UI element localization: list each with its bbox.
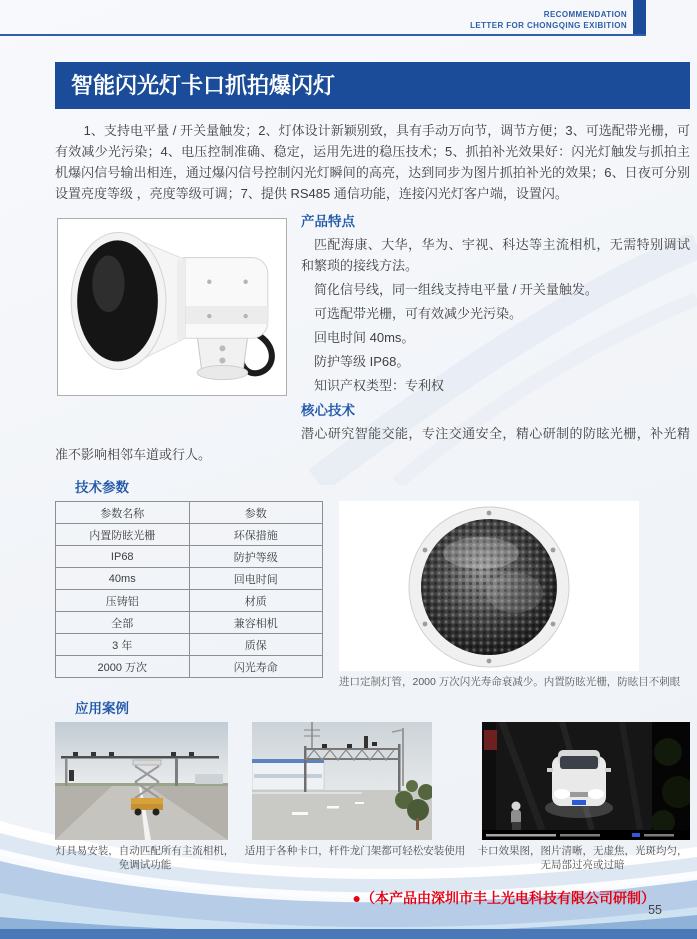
product-photo — [57, 218, 287, 396]
table-row — [56, 656, 323, 678]
road-install-illustration — [55, 722, 228, 840]
cases-photos — [55, 722, 690, 840]
feature-item: 匹配海康、大华，华为、宇视、科达等主流相机，无需特别调试和繁琐的接线方法。 — [301, 237, 690, 273]
lens-caption: 进口定制灯管，2000 万次闪光寿命衰减少。内置防眩光栅，防眩目不刺眼 — [339, 676, 681, 688]
table-cell: 质保 — [189, 634, 323, 656]
night-capture-illustration — [482, 722, 690, 840]
corner-accent-bar — [633, 0, 646, 34]
feature-item: 可选配带光栅，可有效减少光污染。 — [314, 306, 523, 321]
table-cell: 回电时间 — [189, 568, 323, 590]
table-cell: 兼容相机 — [189, 612, 323, 634]
table-cell: 材质 — [189, 590, 323, 612]
feature-item: 知识产权类型：专利权 — [314, 378, 445, 393]
feature-item: 防护等级 IP68。 — [314, 354, 410, 369]
case-caption: 灯具易安装，自动匹配所有主流相机，免调试功能 — [55, 845, 235, 871]
lens-photo — [339, 501, 639, 671]
table-row — [56, 546, 323, 568]
core-tech-heading: 核心技术 — [301, 403, 355, 418]
features-heading: 产品特点 — [301, 214, 355, 229]
page-title: 智能闪光灯卡口抓拍爆闪灯 — [55, 62, 690, 109]
table-header-row — [56, 502, 323, 524]
header-rule — [0, 34, 646, 36]
footer-note: ●（本产品由深圳市丰上光电科技有限公司研制） — [352, 890, 655, 906]
header-note-line1: RECOMMENDATION — [543, 10, 627, 19]
table-header-cell: 参数名称 — [56, 502, 190, 524]
table-row — [56, 524, 323, 546]
table-row — [56, 612, 323, 634]
case-caption: 卡口效果图，图片清晰，无虚焦，光斑均匀，无局部过亮或过暗 — [477, 845, 688, 871]
feature-item: 回电时间 40ms。 — [314, 330, 415, 345]
cases-captions — [55, 844, 690, 872]
case-caption: 适用于各种卡口，杆件龙门架都可轻松安装使用 — [244, 845, 466, 857]
cases-heading: 应用案例 — [75, 701, 129, 716]
table-cell: 闪光寿命 — [189, 656, 323, 678]
intro-paragraph: 1、支持电平量 / 开关量触发；2、灯体设计新颖别致，具有手动万向节，调节方便；3、可选配带光栅，可有效减少光污染；4、电压控制准确、稳定，运用先进的稳压技术；5、抓拍补光效果好：闪光灯触发与抓拍主机爆闪信号输出相连，通过爆闪信号控制闪光灯瞬间的高亮，达到同步为图片抓拍补光的效果；6、日夜可分别设置亮度等级 ，亮度等级可调；7、提供 RS485 通信功能，连接闪光灯客户端，设置闪。 — [55, 123, 690, 201]
header-note-line2: LETTER FOR CHONGQING EXIBITION — [470, 21, 627, 30]
page-number: 55 — [648, 903, 662, 917]
table-cell: 全部 — [56, 612, 190, 634]
table-cell: IP68 — [56, 546, 190, 568]
case-photo-night-capture — [482, 722, 690, 840]
core-tech-text: 潜心研究智能交能，专注交通安全，精心研制的防眩光栅，补光精准不影响相邻车道或行人。 — [55, 426, 690, 462]
table-cell: 环保措施 — [189, 524, 323, 546]
table-cell: 防护等级 — [189, 546, 323, 568]
table-cell: 3 年 — [56, 634, 190, 656]
params-table — [55, 501, 323, 678]
params-section — [55, 501, 690, 689]
header-note — [470, 9, 627, 31]
case-photo-road-install — [55, 722, 228, 840]
table-row — [56, 634, 323, 656]
table-row — [56, 590, 323, 612]
table-cell: 2000 万次 — [56, 656, 190, 678]
lens-column — [339, 501, 690, 689]
gantry-road-illustration — [252, 722, 432, 840]
flash-lens-illustration — [339, 501, 639, 671]
flash-lamp-illustration — [58, 219, 286, 395]
table-header-cell: 参数 — [189, 502, 323, 524]
page-content — [55, 118, 690, 908]
table-cell: 内置防眩光栅 — [56, 524, 190, 546]
feature-item: 简化信号线，同一组线支持电平量 / 开关量触发。 — [314, 282, 598, 297]
product-section — [55, 210, 690, 468]
table-cell: 压铸铝 — [56, 590, 190, 612]
table-row — [56, 568, 323, 590]
params-heading: 技术参数 — [75, 480, 129, 495]
case-photo-gantry — [252, 722, 432, 840]
table-cell: 40ms — [56, 568, 190, 590]
